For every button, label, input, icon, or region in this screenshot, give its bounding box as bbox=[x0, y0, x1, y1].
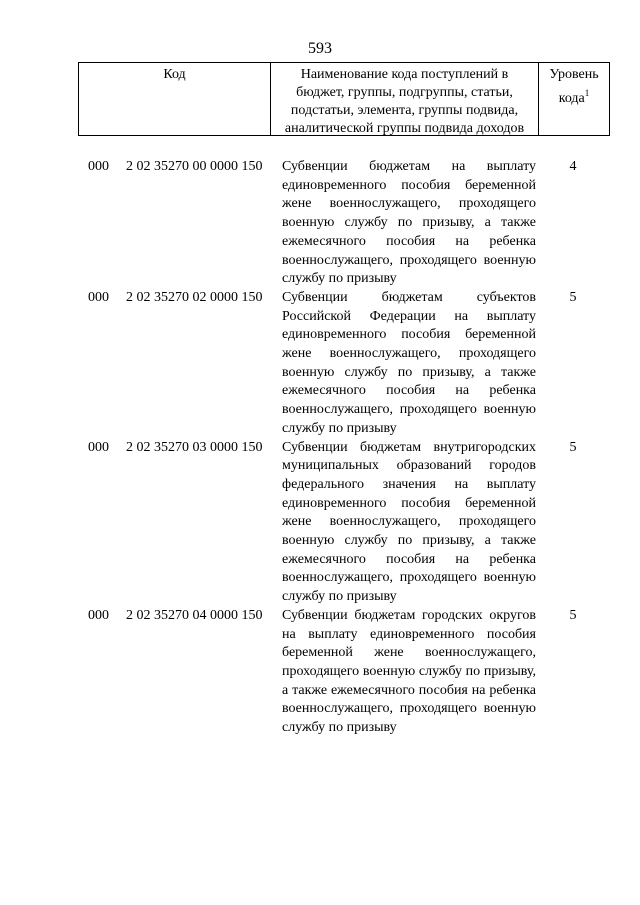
code-level: 5 bbox=[569, 439, 577, 455]
table-body bbox=[78, 158, 610, 738]
admin-code: 000 bbox=[88, 439, 109, 455]
code-level: 5 bbox=[569, 607, 577, 623]
footnote-mark: 1 bbox=[584, 88, 590, 98]
code-name: Субвенции бюджетам городских округов на выплату единовременного пособия беременной жене военнослужащего, проходящего военную службу по призыву, а также ежемесячного пособия на ребенка военнослужащего, проходящего военную службу по призыву bbox=[282, 607, 536, 736]
table-row bbox=[78, 607, 610, 738]
admin-code: 000 bbox=[88, 289, 109, 305]
page-number: 593 bbox=[308, 40, 332, 57]
table-row bbox=[78, 439, 610, 607]
income-code: 2 02 35270 03 0000 150 bbox=[126, 439, 263, 455]
admin-code: 000 bbox=[88, 607, 109, 623]
code-level: 5 bbox=[569, 289, 577, 305]
admin-code: 000 bbox=[88, 159, 109, 174]
table-header bbox=[78, 62, 610, 136]
code-name: Субвенции бюджетам субъектов Российской Федерации на выплату единовременного пособия беременной жене военнослужащего, проходящего военную службу по призыву, а также ежемесячного пособия на ребенка военнослужащего, проходящего военную службу по призыву bbox=[282, 289, 536, 436]
header-level bbox=[539, 63, 609, 135]
header-level-label: Уровень кода bbox=[549, 67, 599, 106]
table-row bbox=[78, 158, 610, 289]
income-code: 2 02 35270 02 0000 150 bbox=[126, 289, 263, 305]
code-level: 4 bbox=[569, 159, 577, 174]
code-name: Субвенции бюджетам внутригородских муниципальных образований городов федерального значения на выплату единовременного пособия беременной жене военнослужащего, проходящего военную службу по призыву, а также ежемесячного пособия на ребенка военнослужащего, проходящего военную службу по призыву bbox=[282, 439, 536, 605]
income-code: 2 02 35270 04 0000 150 bbox=[126, 607, 263, 623]
income-code: 2 02 35270 00 0000 150 bbox=[126, 159, 263, 174]
table-row bbox=[78, 289, 610, 439]
header-code: Код bbox=[79, 63, 271, 135]
header-name: Наименование кода поступлений в бюджет, группы, подгруппы, статьи, подстатьи, элемента, группы подвида, аналитической группы подвида доходов bbox=[271, 63, 539, 135]
code-name: Субвенции бюджетам на выплату единовременного пособия беременной жене военнослужащего, проходящего военную службу по призыву, а также ежемесячного пособия на ребенка военнослужащего, проходящего военную службу по призыву bbox=[282, 159, 536, 287]
